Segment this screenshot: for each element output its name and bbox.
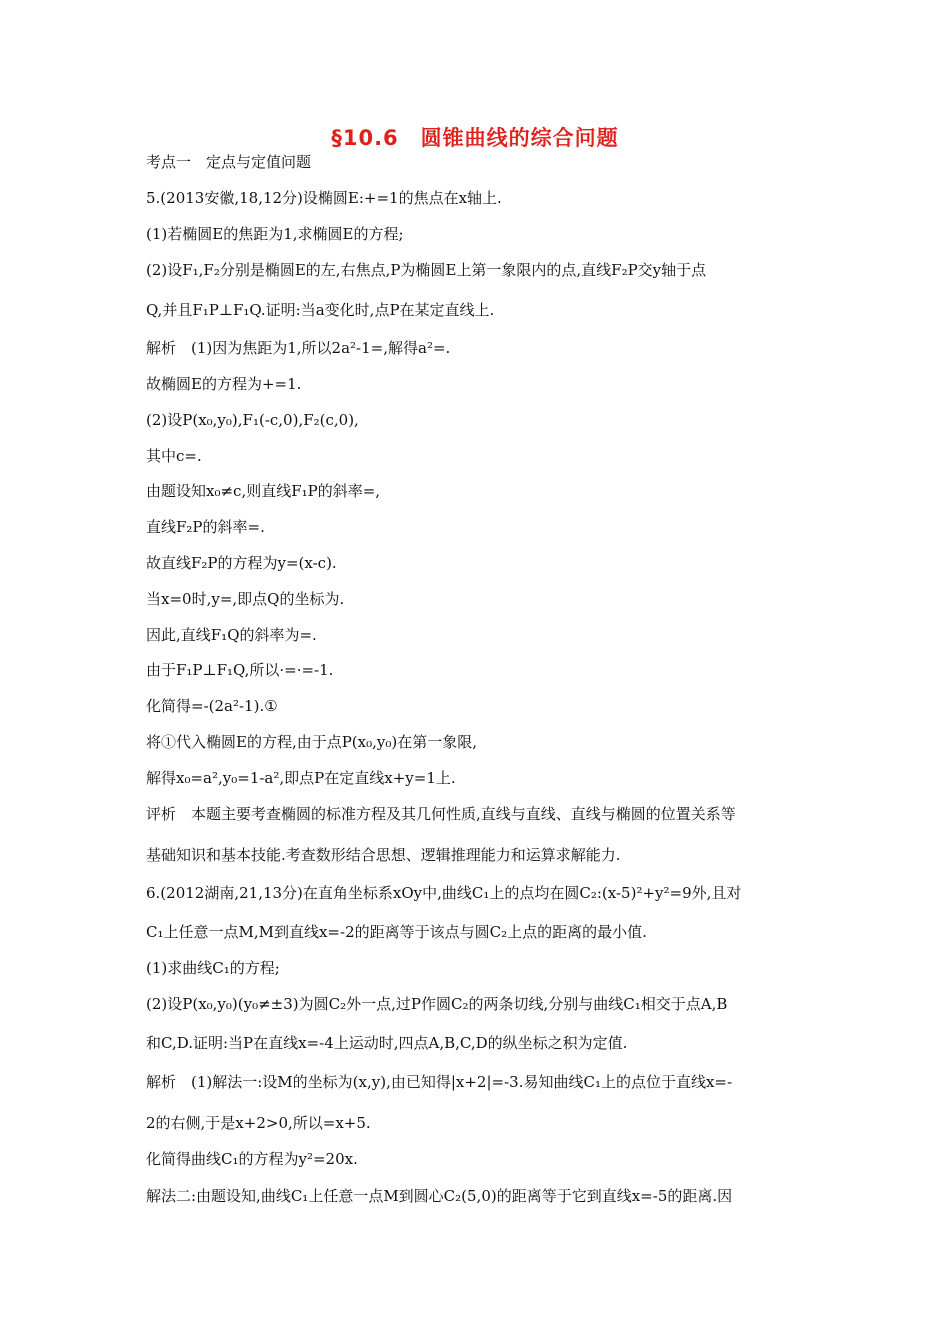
text-line: 2的右侧,于是x+2>0,所以=x+5.: [146, 1114, 371, 1132]
text-line: 和C,D.证明:当P在直线x=-4上运动时,四点A,B,C,D的纵坐标之积为定值.: [146, 1034, 628, 1052]
text-line: 解析 (1)解法一:设M的坐标为(x,y),由已知得|x+2|=-3.易知曲线C₁上的点位于直线x=-: [146, 1073, 733, 1091]
text-line: C₁上任意一点M,M到直线x=-2的距离等于该点与圆C₂上点的距离的最小值.: [146, 923, 647, 941]
text-line: 解析 (1)因为焦距为1,所以2a²-1=,解得a²=.: [146, 339, 451, 357]
text-line: 解法二:由题设知,曲线C₁上任意一点M到圆心C₂(5,0)的距离等于它到直线x=-5的距离.因: [146, 1187, 733, 1205]
text-line: (2)设F₁,F₂分别是椭圆E的左,右焦点,P为椭圆E上第一象限内的点,直线F₂P交y轴于点: [146, 261, 707, 279]
text-line: (2)设P(x₀,y₀)(y₀≠±3)为圆C₂外一点,过P作圆C₂的两条切线,分别与曲线C₁相交于点A,B: [146, 995, 728, 1013]
text-line: 基础知识和基本技能.考查数形结合思想、逻辑推理能力和运算求解能力.: [146, 846, 621, 864]
text-line: 化简得=-(2a²-1).①: [146, 697, 278, 715]
text-line: 因此,直线F₁Q的斜率为=.: [146, 626, 317, 644]
text-line: Q,并且F₁P⊥F₁Q.证明:当a变化时,点P在某定直线上.: [146, 301, 495, 319]
text-line: 其中c=.: [146, 447, 202, 465]
text-line: 当x=0时,y=,即点Q的坐标为.: [146, 590, 345, 608]
text-line: 评析 本题主要考查椭圆的标准方程及其几何性质,直线与直线、直线与椭圆的位置关系等: [146, 805, 736, 823]
text-line: 故直线F₂P的方程为y=(x-c).: [146, 554, 337, 572]
text-line: 将①代入椭圆E的方程,由于点P(x₀,y₀)在第一象限,: [146, 733, 478, 751]
text-line: (1)求曲线C₁的方程;: [146, 959, 280, 977]
text-line: 直线F₂P的斜率=.: [146, 518, 265, 536]
text-line: (2)设P(x₀,y₀),F₁(-c,0),F₂(c,0),: [146, 411, 359, 429]
text-line: 化简得曲线C₁的方程为y²=20x.: [146, 1150, 358, 1168]
text-line: 考点一 定点与定值问题: [146, 153, 312, 171]
text-line: 由题设知x₀≠c,则直线F₁P的斜率=,: [146, 482, 381, 500]
page-title: §10.6 圆锥曲线的综合问题: [331, 126, 619, 150]
text-line: 6.(2012湖南,21,13分)在直角坐标系xOy中,曲线C₁上的点均在圆C₂:(x-5)²+y²=9外,且对: [146, 884, 742, 902]
text-line: 由于F₁P⊥F₁Q,所以·=·=-1.: [146, 661, 334, 679]
text-line: (1)若椭圆E的焦距为1,求椭圆E的方程;: [146, 225, 404, 243]
text-line: 解得x₀=a²,y₀=1-a²,即点P在定直线x+y=1上.: [146, 769, 456, 787]
text-line: 5.(2013安徽,18,12分)设椭圆E:+=1的焦点在x轴上.: [146, 189, 502, 207]
text-line: 故椭圆E的方程为+=1.: [146, 375, 302, 393]
